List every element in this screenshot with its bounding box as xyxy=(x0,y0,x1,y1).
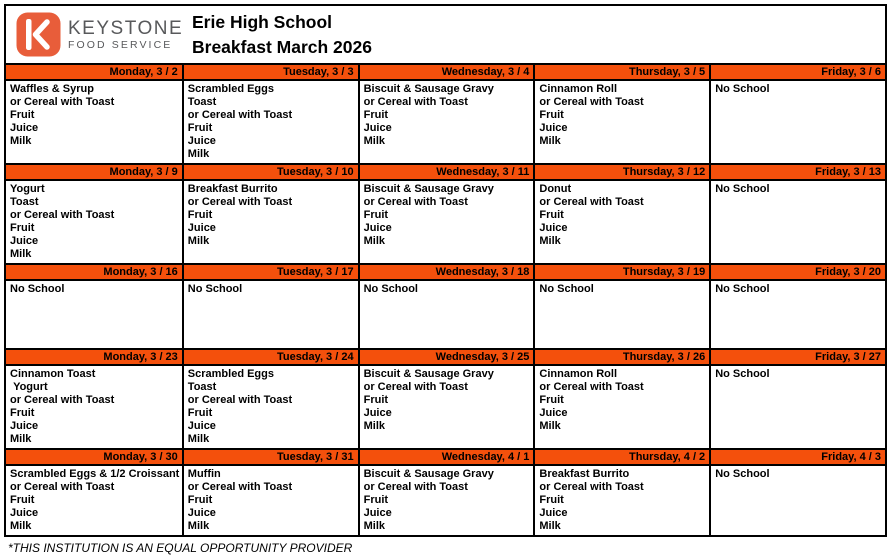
menu-item: Fruit xyxy=(187,494,213,506)
day-header: Wednesday, 3 / 11 xyxy=(358,165,534,179)
week-content-row xyxy=(6,466,885,535)
day-header: Monday, 3 / 16 xyxy=(103,266,178,278)
page-title: Erie High School xyxy=(192,11,333,32)
day-header: Thursday, 3 / 19 xyxy=(533,265,709,279)
menu-item: Milk xyxy=(363,420,385,432)
menu-item: Milk xyxy=(539,420,561,432)
menu-item: Milk xyxy=(187,148,210,160)
day-header: Friday, 3 / 20 xyxy=(709,265,885,279)
day-header: Tuesday, 3 / 10 xyxy=(182,165,358,179)
menu-item: Toast xyxy=(10,196,39,208)
menu-cell xyxy=(533,181,709,263)
menu-cell xyxy=(709,281,885,348)
menu-item: or Cereal with Toast xyxy=(363,196,468,208)
menu-item: Scrambled Eggs xyxy=(187,368,274,380)
menu-cell xyxy=(6,466,182,535)
menu-item: Juice xyxy=(187,222,216,234)
menu-item: Fruit xyxy=(539,109,564,121)
week-content-row xyxy=(6,181,885,263)
menu-item: Juice xyxy=(363,222,392,234)
menu-item: Milk xyxy=(187,235,210,247)
menu-item: Fruit xyxy=(10,494,35,506)
week-content-row xyxy=(6,281,885,348)
menu-item: No School xyxy=(10,283,65,295)
menu-item: Cinnamon Roll xyxy=(539,368,617,380)
menu-item: No School xyxy=(187,283,243,295)
menu-item: Juice xyxy=(10,420,39,432)
menu-cell xyxy=(533,281,709,348)
day-header: Wednesday, 4 / 1 xyxy=(358,450,534,464)
menu-item: or Cereal with Toast xyxy=(363,381,468,393)
menu-table xyxy=(4,4,887,537)
title-row xyxy=(6,6,885,63)
menu-item: or Cereal with Toast xyxy=(10,96,115,108)
menu-item: Juice xyxy=(187,135,216,147)
menu-item: Milk xyxy=(363,235,385,247)
menu-cell xyxy=(182,366,358,448)
menu-cell xyxy=(182,466,358,535)
day-header: Monday, 3 / 2 xyxy=(109,66,178,78)
day-header: Friday, 4 / 3 xyxy=(709,450,885,464)
menu-cell xyxy=(182,181,358,263)
brand-name: KEYSTONE xyxy=(68,17,184,39)
menu-item: or Cereal with Toast xyxy=(363,96,468,108)
menu-item: Milk xyxy=(539,520,561,532)
menu-item: or Cereal with Toast xyxy=(10,394,115,406)
menu-item: Scrambled Eggs xyxy=(187,83,274,95)
menu-item: or Cereal with Toast xyxy=(539,96,644,108)
menu-item: Juice xyxy=(187,507,216,519)
menu-item: Fruit xyxy=(363,394,389,406)
menu-item: Fruit xyxy=(363,209,389,221)
menu-item: Milk xyxy=(187,433,210,445)
menu-item: or Cereal with Toast xyxy=(539,381,644,393)
menu-item: Juice xyxy=(539,122,568,134)
menu-item: Fruit xyxy=(187,209,213,221)
menu-item: Fruit xyxy=(10,109,35,121)
day-header: Wednesday, 3 / 25 xyxy=(358,350,534,364)
day-header: Thursday, 4 / 2 xyxy=(533,450,709,464)
menu-item: Toast xyxy=(187,96,217,108)
menu-cell xyxy=(533,81,709,163)
menu-cell xyxy=(358,181,534,263)
day-header: Monday, 3 / 23 xyxy=(103,351,178,363)
menu-cell xyxy=(6,281,182,348)
week-header-row xyxy=(6,63,885,81)
menu-item: Juice xyxy=(10,507,39,519)
menu-item: or Cereal with Toast xyxy=(187,196,293,208)
week-content-row xyxy=(6,366,885,448)
menu-item: No School xyxy=(539,283,594,295)
menu-item: Biscuit & Sausage Gravy xyxy=(363,368,494,380)
day-header: Friday, 3 / 6 xyxy=(709,65,885,79)
menu-item: Milk xyxy=(539,235,561,247)
menu-cell xyxy=(709,81,885,163)
menu-item: Milk xyxy=(539,135,561,147)
day-header: Tuesday, 3 / 3 xyxy=(182,65,358,79)
menu-item: No School xyxy=(715,468,770,480)
menu-item: Fruit xyxy=(363,109,389,121)
brand-logo xyxy=(6,12,184,57)
menu-cell xyxy=(358,81,534,163)
page-subtitle: Breakfast March 2026 xyxy=(192,36,372,57)
menu-item: Juice xyxy=(10,122,39,134)
menu-item: Fruit xyxy=(10,222,35,234)
menu-item: or Cereal with Toast xyxy=(539,196,644,208)
menu-item: Juice xyxy=(10,235,39,247)
menu-item: Milk xyxy=(10,433,32,445)
menu-cell xyxy=(358,466,534,535)
menu-cell xyxy=(6,366,182,448)
day-header: Tuesday, 3 / 31 xyxy=(182,450,358,464)
menu-item: or Cereal with Toast xyxy=(363,481,468,493)
week-header-row xyxy=(6,348,885,366)
menu-item: Fruit xyxy=(539,394,564,406)
menu-item: Fruit xyxy=(187,122,213,134)
menu-cell xyxy=(709,181,885,263)
day-header: Thursday, 3 / 12 xyxy=(533,165,709,179)
menu-item: Juice xyxy=(539,407,568,419)
menu-cell xyxy=(709,366,885,448)
menu-item: Biscuit & Sausage Gravy xyxy=(363,83,494,95)
week-header-row xyxy=(6,448,885,466)
menu-item: Toast xyxy=(187,381,217,393)
menu-item: Fruit xyxy=(363,494,389,506)
menu-item: No School xyxy=(715,83,770,95)
day-header: Wednesday, 3 / 4 xyxy=(358,65,534,79)
day-header: Thursday, 3 / 26 xyxy=(533,350,709,364)
menu-item: Breakfast Burrito xyxy=(539,468,630,480)
menu-item: Juice xyxy=(539,507,568,519)
menu-item: Cinnamon Roll xyxy=(539,83,617,95)
menu-item: or Cereal with Toast xyxy=(10,209,115,221)
day-header: Tuesday, 3 / 17 xyxy=(182,265,358,279)
menu-item: or Cereal with Toast xyxy=(539,481,644,493)
day-header: Monday, 3 / 9 xyxy=(109,166,178,178)
menu-item: Cinnamon Toast xyxy=(10,368,96,380)
menu-item: Milk xyxy=(363,135,385,147)
menu-cell xyxy=(182,281,358,348)
brand-text xyxy=(68,19,183,51)
menu-cell xyxy=(533,366,709,448)
day-header: Friday, 3 / 13 xyxy=(709,165,885,179)
menu-item: No School xyxy=(715,368,770,380)
menu-item: Muffin xyxy=(187,468,221,480)
day-header: Friday, 3 / 27 xyxy=(709,350,885,364)
keystone-k-icon xyxy=(16,12,61,57)
day-header: Wednesday, 3 / 18 xyxy=(358,265,534,279)
menu-item: No School xyxy=(363,283,418,295)
menu-item: Biscuit & Sausage Gravy xyxy=(363,468,494,480)
day-header: Monday, 3 / 30 xyxy=(103,451,178,463)
menu-item: Fruit xyxy=(187,407,213,419)
menu-cell xyxy=(709,466,885,535)
week-header-row xyxy=(6,263,885,281)
menu-item: or Cereal with Toast xyxy=(187,109,293,121)
menu-item: Milk xyxy=(10,520,32,532)
menu-item: Juice xyxy=(187,420,216,432)
menu-item: Scrambled Eggs & 1/2 Croissant xyxy=(10,468,180,480)
footer-note: *THIS INSTITUTION IS AN EQUAL OPPORTUNITY PROVIDER xyxy=(8,541,353,555)
menu-item: or Cereal with Toast xyxy=(10,481,115,493)
menu-item: Milk xyxy=(363,520,385,532)
menu-item: Biscuit & Sausage Gravy xyxy=(363,183,494,195)
menu-item: Milk xyxy=(187,520,210,532)
week-header-row xyxy=(6,163,885,181)
menu-item: Yogurt xyxy=(10,381,48,393)
menu-cell xyxy=(358,366,534,448)
brand-subname: FOOD SERVICE xyxy=(68,38,173,51)
menu-cell xyxy=(6,81,182,163)
menu-item: Waffles & Syrup xyxy=(10,83,94,95)
day-header: Tuesday, 3 / 24 xyxy=(182,350,358,364)
menu-item: Donut xyxy=(539,183,572,195)
menu-item: Juice xyxy=(363,407,392,419)
menu-item: Fruit xyxy=(539,209,564,221)
menu-item: Milk xyxy=(10,248,32,260)
menu-item: or Cereal with Toast xyxy=(187,394,293,406)
menu-item: No School xyxy=(715,283,770,295)
menu-item: Juice xyxy=(363,122,392,134)
weeks-grid xyxy=(6,63,885,535)
menu-item: or Cereal with Toast xyxy=(187,481,293,493)
menu-item: Yogurt xyxy=(10,183,45,195)
menu-item: Juice xyxy=(363,507,392,519)
menu-item: Fruit xyxy=(10,407,35,419)
week-content-row xyxy=(6,81,885,163)
menu-item: No School xyxy=(715,183,770,195)
menu-item: Milk xyxy=(10,135,32,147)
menu-item: Breakfast Burrito xyxy=(187,183,278,195)
menu-cell xyxy=(6,181,182,263)
day-header: Thursday, 3 / 5 xyxy=(533,65,709,79)
page-titles xyxy=(192,10,372,60)
menu-item: Juice xyxy=(539,222,568,234)
menu-cell xyxy=(358,281,534,348)
menu-cell xyxy=(533,466,709,535)
menu-cell xyxy=(182,81,358,163)
menu-item: Fruit xyxy=(539,494,564,506)
